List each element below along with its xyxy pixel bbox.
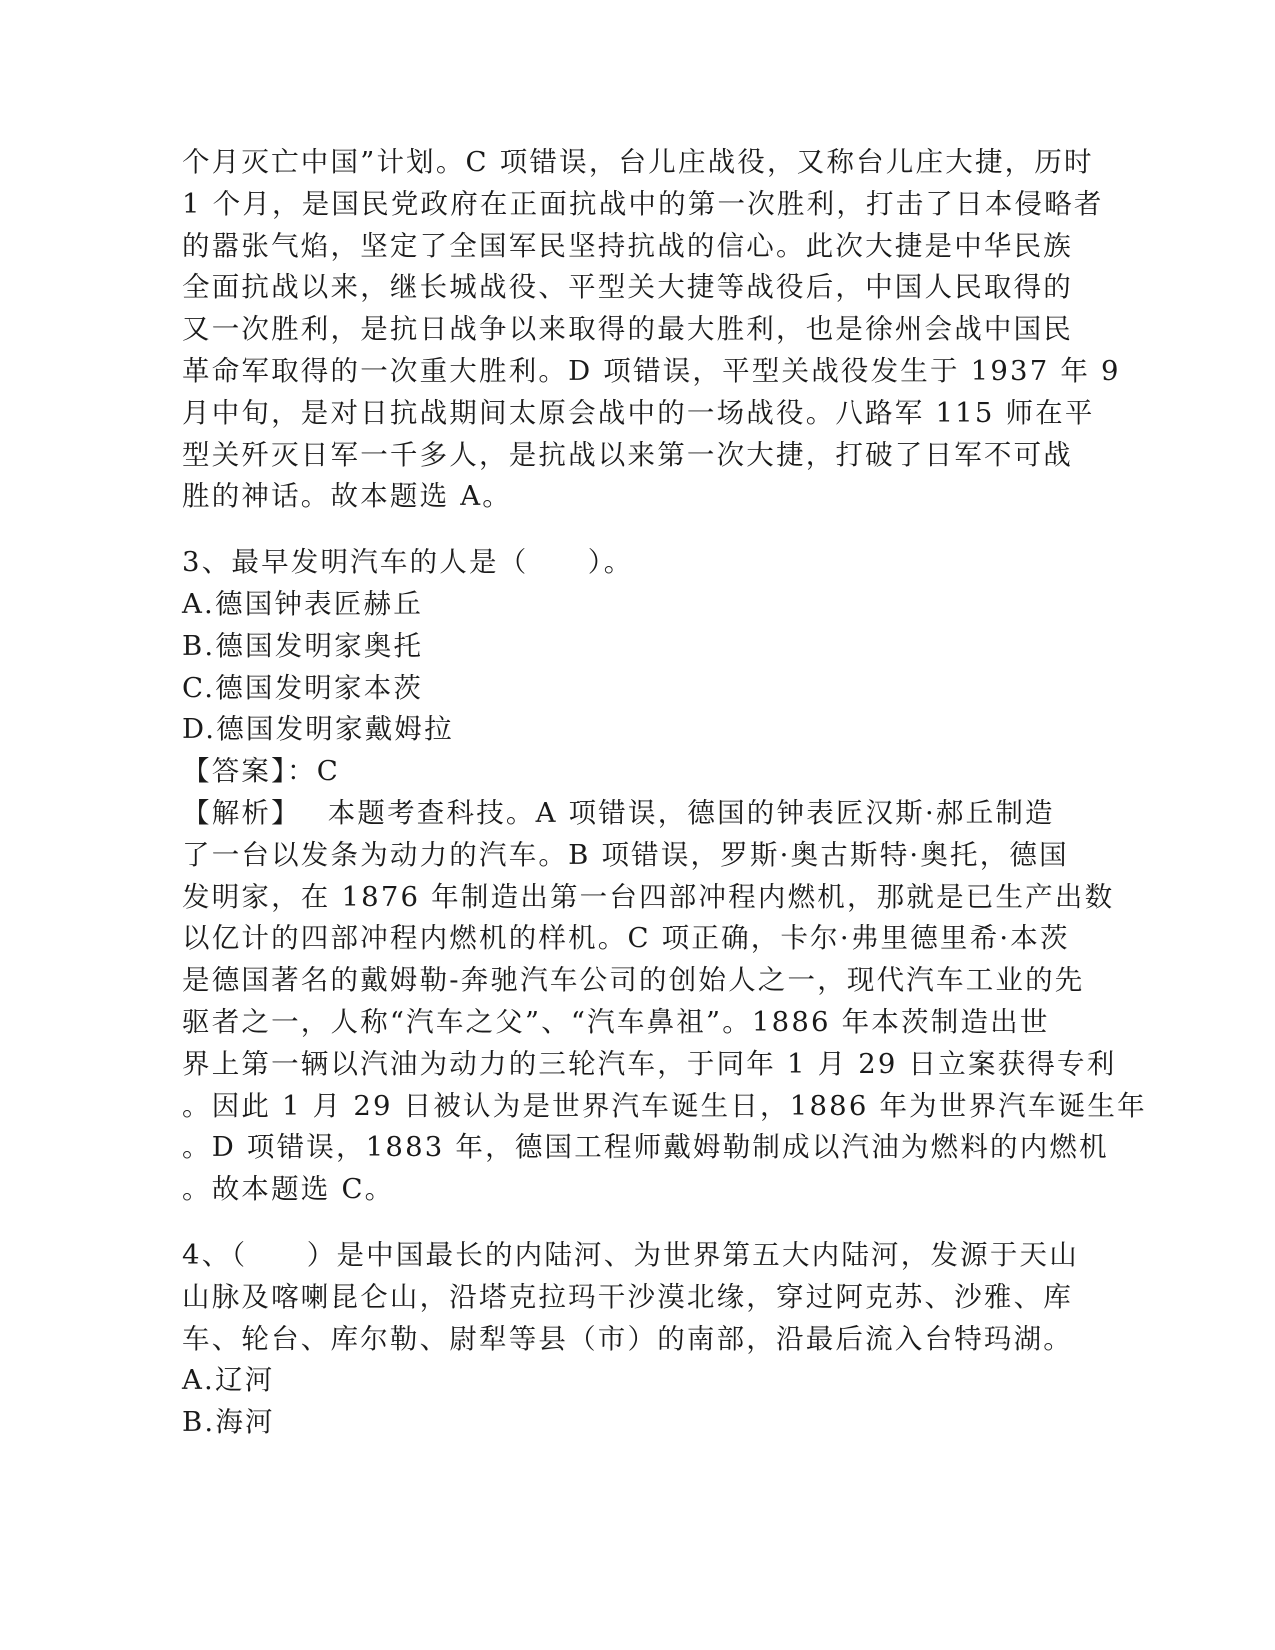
text-line: 又一次胜利，是抗日战争以来取得的最大胜利，也是徐州会战中国民 [182, 313, 1073, 346]
analysis-line: 驱者之一，人称“汽车之父”、“汽车鼻祖”。1886 年本茨制造出世 [182, 1005, 1050, 1038]
text-line: 胜的神话。故本题选 A。 [182, 480, 513, 513]
text-line: 的嚣张气焰，坚定了全国军民坚持抗战的信心。此次大捷是中华民族 [182, 229, 1073, 262]
analysis-line: 发明家，在 1876 年制造出第一台四部冲程内燃机，那就是已生产出数 [182, 880, 1115, 913]
document-page [182, 142, 1147, 1444]
question-stem-line: 车、轮台、库尔勒、尉犁等县（市）的南部，沿最后流入台特玛湖。 [182, 1322, 1073, 1355]
question-3 [182, 542, 1147, 1211]
option-c: C.德国发明家本茨 [182, 671, 424, 704]
answer: 【答案】：C [182, 755, 340, 788]
analysis-line: 【解析】 本题考查科技。A 项错误，德国的钟表匠汉斯·郝丘制造 [182, 796, 1055, 829]
analysis-line: 是德国著名的戴姆勒-奔驰汽车公司的创始人之一，现代汽车工业的先 [182, 964, 1085, 997]
option-b: B.海河 [182, 1406, 275, 1439]
text-line: 型关歼灭日军一千多人，是抗战以来第一次大捷，打破了日军不可战 [182, 438, 1073, 471]
analysis-line: 以亿计的四部冲程内燃机的样机。C 项正确，卡尔·弗里德里希·本茨 [182, 922, 1070, 955]
previous-explanation-continued [182, 142, 1121, 518]
option-a: A.辽河 [182, 1364, 275, 1397]
question-stem: 3、最早发明汽车的人是（ ）。 [182, 546, 634, 579]
question-stem-line: 4、（ ）是中国最长的内陆河、为世界第五大内陆河，发源于天山 [182, 1238, 1079, 1271]
question-stem-line: 山脉及喀喇昆仑山，沿塔克拉玛干沙漠北缘，穿过阿克苏、沙雅、库 [182, 1280, 1073, 1313]
analysis-line: 界上第一辆以汽油为动力的三轮汽车，于同年 1 月 29 日立案获得专利 [182, 1047, 1117, 1080]
text-line: 月中旬，是对日抗战期间太原会战中的一场战役。八路军 115 师在平 [182, 396, 1095, 429]
text-line: 全面抗战以来，继长城战役、平型关大捷等战役后，中国人民取得的 [182, 271, 1073, 304]
text-line: 个月灭亡中国”计划。C 项错误，台儿庄战役，又称台儿庄大捷，历时 [182, 146, 1094, 178]
option-b: B.德国发明家奥托 [182, 629, 424, 662]
analysis-line: 。因此 1 月 29 日被认为是世界汽车诞生日，1886 年为世界汽车诞生年 [182, 1089, 1147, 1122]
analysis-line: 了一台以发条为动力的汽车。B 项错误，罗斯·奥古斯特·奥托，德国 [182, 838, 1069, 871]
text-line: 革命军取得的一次重大胜利。D 项错误，平型关战役发生于 1937 年 9 [182, 354, 1121, 387]
option-a: A.德国钟表匠赫丘 [182, 587, 423, 620]
analysis-line: 。D 项错误，1883 年，德国工程师戴姆勒制成以汽油为燃料的内燃机 [182, 1131, 1109, 1164]
option-d: D.德国发明家戴姆拉 [182, 713, 454, 746]
text-line: 1 个月，是国民党政府在正面抗战中的第一次胜利，打击了日本侵略者 [182, 187, 1104, 220]
spacer [182, 1211, 1082, 1235]
spacer [182, 518, 1082, 542]
analysis-line: 。故本题选 C。 [182, 1173, 395, 1206]
question-4 [182, 1235, 1082, 1444]
